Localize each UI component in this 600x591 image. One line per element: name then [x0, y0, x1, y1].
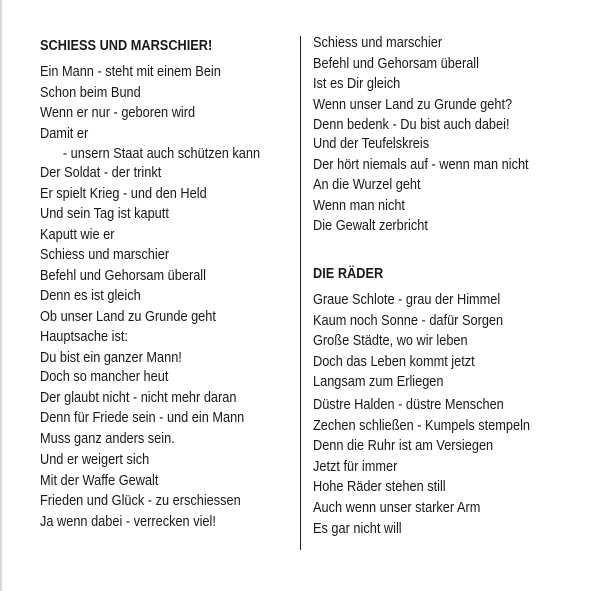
lyric-line: Große Städte, wo wir leben: [313, 333, 468, 350]
lyric-line: Ob unser Land zu Grunde geht: [40, 308, 216, 325]
lyric-line: Der hört niemals auf - wenn man nicht: [313, 156, 529, 173]
lyric-line: Denn es ist gleich: [40, 288, 141, 305]
lyric-line: Jetzt für immer: [313, 458, 398, 475]
lyric-line: Die Gewalt zerbricht: [313, 218, 428, 235]
lyric-line: Es gar nicht will: [313, 520, 402, 537]
stanza: [40, 163, 229, 245]
lyric-line: Er spielt Krieg - und den Held: [40, 185, 207, 202]
page-edge-shadow: [0, 0, 3, 591]
lyric-line: Befehl und Gehorsam überall: [313, 55, 479, 72]
lyric-line: Du bist ein ganzer Mann!: [40, 349, 182, 366]
stanza: [40, 367, 272, 449]
lyric-line: Und sein Tag ist kaputt: [40, 206, 169, 223]
lyric-line: Ja wenn dabei - verrecken viel!: [40, 513, 216, 530]
lyric-line: Langsam zum Erliegen: [313, 374, 444, 391]
lyric-line: Muss ganz anders sein.: [40, 430, 175, 447]
lyric-line: Mit der Waffe Gewalt: [40, 472, 159, 489]
stanza: [313, 290, 529, 393]
lyric-line: Ein Mann - steht mit einem Bein: [40, 64, 221, 80]
lyric-line: Wenn man nicht: [313, 197, 405, 214]
lyric-line: Wenn unser Land zu Grunde geht?: [313, 96, 513, 113]
lyric-line: Und er weigert sich: [40, 452, 150, 468]
lyric-line: Doch so mancher heut: [40, 369, 169, 385]
stanza: [313, 134, 558, 237]
lyric-line: Der glaubt nicht - nicht mehr daran: [40, 389, 237, 406]
lyric-line: Auch wenn unser starker Arm: [313, 499, 481, 516]
song-title-die-raeder: DIE RÄDER: [313, 266, 384, 282]
stanza: [313, 395, 560, 539]
lyric-line: Kaputt wie er: [40, 226, 115, 243]
stanza: [40, 450, 268, 532]
lyric-line: Denn für Friede sein - und ein Mann: [40, 410, 245, 427]
lyric-line: Hauptsache ist:: [40, 329, 128, 346]
lyric-line: Schon beim Bund: [40, 84, 141, 101]
lyric-line: Kaum noch Sonne - dafür Sorgen: [313, 312, 504, 329]
lyric-line: Hohe Räder stehen still: [313, 479, 446, 496]
stanza: [313, 33, 539, 136]
lyric-line: Schiess und marschier: [313, 35, 443, 51]
stanza: [40, 245, 240, 369]
lyric-line: Zechen schließen - Kumpels stempeln: [313, 417, 531, 434]
lyric-line: Denn bedenk - Du bist auch dabei!: [313, 117, 510, 134]
lyric-line: Frieden und Glück - zu erschiessen: [40, 493, 241, 510]
lyric-line: Ist es Dir gleich: [313, 76, 401, 93]
lyric-line: - unsern Staat auch schützen kann: [62, 146, 261, 163]
lyric-line: An die Wurzel geht: [313, 177, 421, 194]
song-title-schiess-und-marschier: SCHIESS UND MARSCHIER!: [40, 38, 213, 54]
column-divider: [300, 36, 301, 550]
stanza: [40, 62, 290, 165]
lyric-line: Wenn er nur - geboren wird: [40, 105, 196, 122]
lyric-line: Schiess und marschier: [40, 247, 170, 263]
lyric-line: Und der Teufelskreis: [313, 136, 430, 152]
lyric-line: Düstre Halden - düstre Menschen: [313, 397, 504, 413]
lyric-line: Denn die Ruhr ist am Versiegen: [313, 438, 494, 455]
lyric-line: Befehl und Gehorsam überall: [40, 267, 206, 284]
lyric-line: Der Soldat - der trinkt: [40, 165, 162, 181]
lyric-line: Graue Schlote - grau der Himmel: [313, 292, 501, 308]
lyric-line: Damit er: [40, 125, 89, 142]
lyric-line: Doch das Leben kommt jetzt: [313, 353, 475, 370]
